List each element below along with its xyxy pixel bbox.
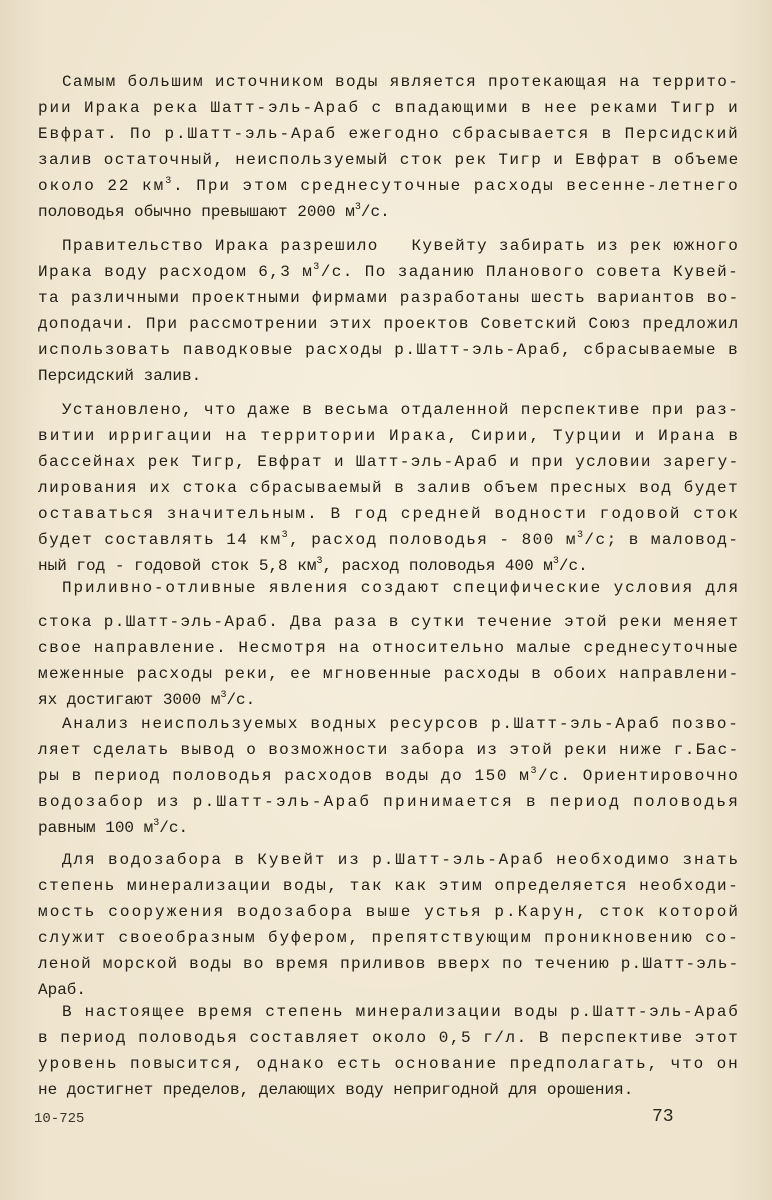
text-line: водозабор из р.Шатт-эль-Араб принимается в период половодья [38, 793, 741, 811]
text-line: мость сооружения водозабора выше устья р.Карун, сток которой [38, 903, 741, 921]
text-line: витии ирригации на территории Ирака, Сирии, Турции и Ирана в [38, 427, 741, 445]
text-line: Персидский залив. [38, 367, 202, 385]
text-line: Евфрат. По р.Шатт-эль-Араб ежегодно сбрасывается в Персидский [38, 125, 740, 143]
text-line: бассейнах рек Тигр, Евфрат и Шатт-эль-Араб и при условии зарегу- [38, 453, 740, 471]
text-line: леной морской воды во время приливов вверх по течению р.Шатт-эль- [38, 955, 740, 973]
text-line: доподачи. При рассмотрении этих проектов Советский Союз предложил [38, 315, 740, 333]
text-line: Установлено, что даже в весьма отдаленной перспективе при раз- [62, 401, 740, 419]
text-line: степень минерализации воды, так как этим определяется необходи- [38, 877, 740, 895]
page-number: 73 [652, 1107, 674, 1127]
text-line: свое направление. Несмотря на относительно малые среднесуточные [38, 639, 740, 657]
text-line: Араб. [38, 981, 87, 999]
text-line: рии Ирака река Шатт-эль-Араб с впадающими в нее реками Тигр и [38, 99, 740, 117]
text-line: ры в период половодья расходов воды до 150 $м^3/с$. Ориентировочно [38, 766, 740, 785]
text-line: В настоящее время степень минерализации воды р.Шатт-эль-Араб [62, 1003, 740, 1021]
text-line: оставаться значительным. В год средней водности годовой сток [38, 505, 741, 523]
text-line: ях достигают 3000 $м^3/с$. [38, 690, 256, 709]
text-line: Для водозабора в Кувейт из р.Шатт-эль-Араб необходимо знать [62, 851, 741, 869]
text-line: ляет сделать вывод о возможности забора из этой реки ниже г.Бас- [38, 741, 740, 759]
text-line: равным 100 $м^3/с$. [38, 818, 189, 837]
text-line: меженные расходы реки, ее мгновенные расходы в обоих направлени- [38, 665, 740, 683]
text-line: Анализ неиспользуемых водных ресурсов р.Шатт-эль-Араб позво- [62, 715, 740, 733]
text-line: около 22 $км^3$. При этом среднесуточные расходы весенне-летнего [38, 176, 740, 195]
text-line: та различными проектными фирмами разработаны шесть вариантов во- [38, 289, 740, 307]
text-line: будет составлять 14 $км^3$, расход половодья - 800 $м^3/с$; в маловод- [38, 530, 740, 549]
text-line: половодья обычно превышают 2000 $м^3/с$. [38, 202, 390, 221]
text-line: Самым большим источником воды является протекающая на террито- [62, 73, 740, 91]
text-line: Правительство Ирака разрешило Кувейту забирать из рек южного [62, 237, 740, 255]
text-line: уровень повысится, однако есть основание предполагать, что он [38, 1055, 740, 1073]
text-line: ный год - годовой сток 5,8 $км^3$, расход половодья 400 $м^3/с$. [38, 556, 588, 575]
text-line: использовать паводковые расходы р.Шатт-эль-Араб, сбрасываемые в [38, 341, 740, 359]
text-line: в период половодья составляет около 0,5 г/л. В перспективе этот [38, 1029, 740, 1047]
text-line: Приливно-отливные явления создают специфические условия для [62, 579, 741, 597]
text-line: лирования их стока сбрасываемый в залив объем пресных вод будет [38, 479, 740, 497]
text-line: стока р.Шатт-эль-Араб. Два раза в сутки течение этой реки меняет [38, 613, 740, 631]
text-line: Ирака воду расходом 6,3 $м^3/с$. По заданию Планового совета Кувей- [38, 262, 740, 281]
text-line: залив остаточный, неиспользуемый сток рек Тигр и Евфрат в объеме [38, 151, 740, 169]
footer-code: 10-725 [34, 1111, 85, 1127]
text-line: не достигнет пределов, делающих воду непригодной для орошения. [38, 1081, 634, 1099]
text-line: служит своеобразным буфером, препятствующим проникновению со- [38, 929, 740, 947]
